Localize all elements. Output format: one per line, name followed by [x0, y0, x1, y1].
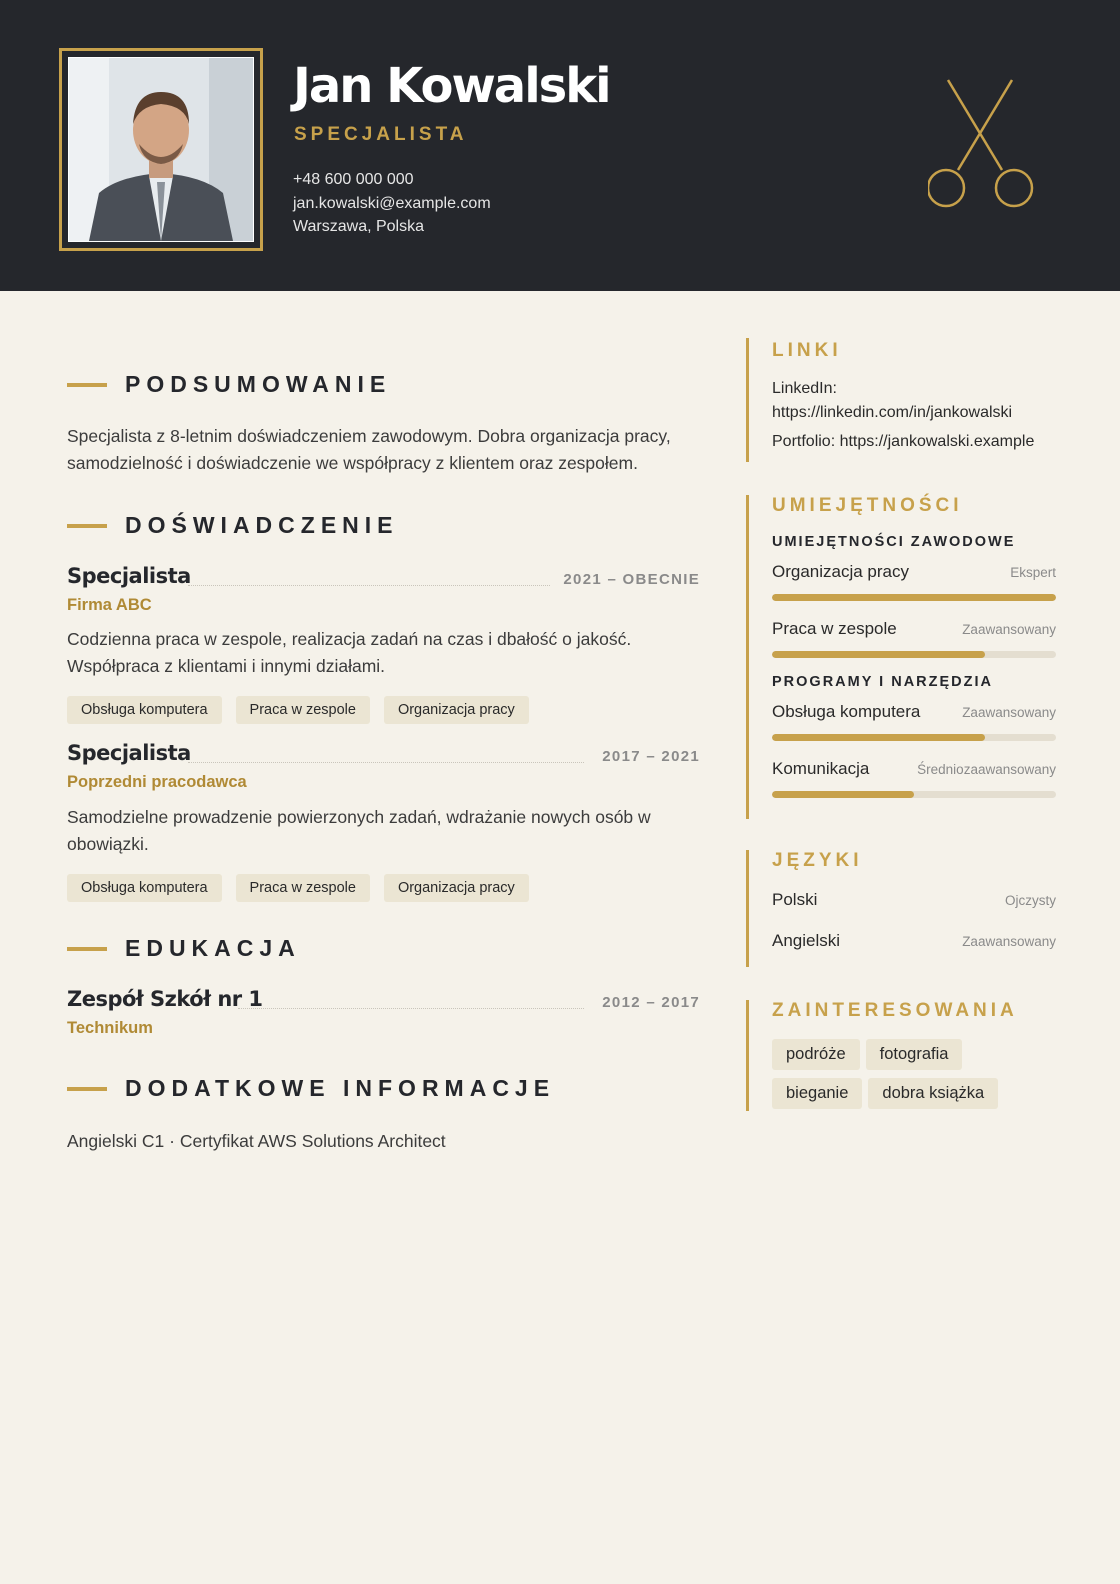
section-title: DOŚWIADCZENIE [125, 512, 399, 538]
additional-text: Angielski C1 · Certyfikat AWS Solutions Architect [67, 1131, 446, 1151]
skill-level: Zaawansowany [962, 705, 1056, 720]
language-level: Zaawansowany [962, 934, 1056, 949]
language-name: Polski [772, 890, 818, 909]
skill-tag: Obsługa komputera [67, 696, 222, 724]
dotted-leader [238, 1008, 584, 1009]
job-tags [67, 874, 529, 902]
skill-level: Średniozaawansowany [917, 762, 1056, 777]
section-title: ZAINTERESOWANIA [772, 1000, 1018, 1021]
skill-tag: Praca w zespole [236, 696, 370, 724]
skill-level: Ekspert [1010, 565, 1056, 580]
skill-tag: Obsługa komputera [67, 874, 222, 902]
skill-name: Obsługa komputera [772, 702, 921, 721]
profile-photo-frame [59, 48, 263, 251]
company-name: Poprzedni pracodawca [67, 773, 247, 791]
language-level: Ojczysty [1004, 893, 1056, 908]
skill-progress-fill [772, 594, 1056, 601]
phone-number: +48 600 000 000 [293, 171, 414, 188]
section-title: EDUKACJA [125, 935, 301, 961]
dotted-leader [188, 585, 550, 586]
interest-list [772, 1039, 1032, 1117]
heading-accent-bar [67, 524, 107, 528]
skill-name: Komunikacja [772, 759, 870, 778]
linkedin-link[interactable] [772, 377, 1056, 425]
person-name: Jan Kowalski [293, 58, 610, 114]
section-title: LINKI [772, 340, 842, 361]
portrait-image [69, 58, 253, 241]
links-section [746, 338, 1056, 462]
skill-tag: Organizacja pracy [384, 696, 529, 724]
interests-section [746, 1000, 1056, 1111]
languages-section [746, 850, 1056, 967]
additional-heading [67, 1075, 555, 1102]
skill-progress-bar [772, 594, 1056, 601]
heading-accent-bar [67, 1087, 107, 1091]
contact-info [293, 168, 491, 239]
linkedin-url: https://linkedin.com/in/jankowalski [772, 404, 1013, 421]
skill-progress-fill [772, 651, 985, 658]
language-name: Angielski [772, 931, 841, 950]
interest-tag: podróże [772, 1039, 860, 1070]
job-description: Samodzielne prowadzenie powierzonych zadań, wdrażanie nowych osób w obowiązki. [67, 807, 651, 854]
tools-skills-title: PROGRAMY I NARZĘDZIA [772, 674, 993, 690]
linkedin-label: LinkedIn: [772, 380, 837, 397]
heading-accent-bar [67, 947, 107, 951]
section-title: UMIEJĘTNOŚCI [772, 495, 963, 516]
education-heading [67, 935, 301, 962]
header [0, 0, 1120, 291]
location: Warszawa, Polska [293, 218, 424, 235]
summary-text: Specjalista z 8-letnim doświadczeniem zawodowym. Dobra organizacja pracy, samodzielność i doświadczenie we współpracy z klientem oraz zespołem. [67, 426, 671, 473]
skill-progress-bar [772, 651, 1056, 658]
job-dates: 2017 – 2021 [602, 748, 700, 765]
experience-heading [67, 512, 399, 539]
skill-row [772, 562, 1056, 582]
skill-progress-fill [772, 734, 985, 741]
heading-accent-bar [67, 383, 107, 387]
scissors-icon [928, 76, 1040, 212]
skill-level: Zaawansowany [962, 622, 1056, 637]
section-title: PODSUMOWANIE [125, 371, 392, 397]
section-title: JĘZYKI [772, 850, 863, 871]
interest-tag: bieganie [772, 1078, 862, 1109]
portfolio-link[interactable]: Portfolio: https://jankowalski.example [772, 433, 1035, 450]
interest-tag: dobra książka [868, 1078, 998, 1109]
skill-progress-fill [772, 791, 914, 798]
email-address: jan.kowalski@example.com [293, 194, 491, 212]
skill-name: Organizacja pracy [772, 562, 910, 581]
skill-name: Praca w zespole [772, 619, 897, 638]
school-type: Technikum [67, 1019, 153, 1037]
skill-tag: Organizacja pracy [384, 874, 529, 902]
section-title: DODATKOWE INFORMACJE [125, 1075, 556, 1101]
skill-row [772, 759, 1056, 779]
company-name: Firma ABC [67, 596, 152, 614]
job-description: Codzienna praca w zespole, realizacja zadań na czas i dbałość o jakość. Współpraca z klientami i innymi działami. [67, 629, 632, 676]
professional-skills-title: UMIEJĘTNOŚCI ZAWODOWE [772, 534, 1016, 550]
job-position: Specjalista [67, 741, 191, 765]
skill-row [772, 619, 1056, 639]
school-name: Zespół Szkół nr 1 [67, 987, 263, 1011]
summary-heading [67, 371, 391, 398]
skill-progress-bar [772, 791, 1056, 798]
profile-photo [68, 57, 254, 242]
skill-progress-bar [772, 734, 1056, 741]
skill-tag: Praca w zespole [236, 874, 370, 902]
dotted-leader [188, 762, 584, 763]
interest-tag: fotografia [866, 1039, 963, 1070]
job-position: Specjalista [67, 564, 191, 588]
skill-row [772, 702, 1056, 722]
skills-section [746, 495, 1056, 819]
job-role: SPECJALISTA [294, 124, 468, 145]
job-tags [67, 696, 529, 724]
language-row [772, 931, 1056, 951]
language-row [772, 890, 1056, 910]
job-dates: 2021 – OBECNIE [563, 571, 700, 588]
education-dates: 2012 – 2017 [602, 994, 700, 1011]
